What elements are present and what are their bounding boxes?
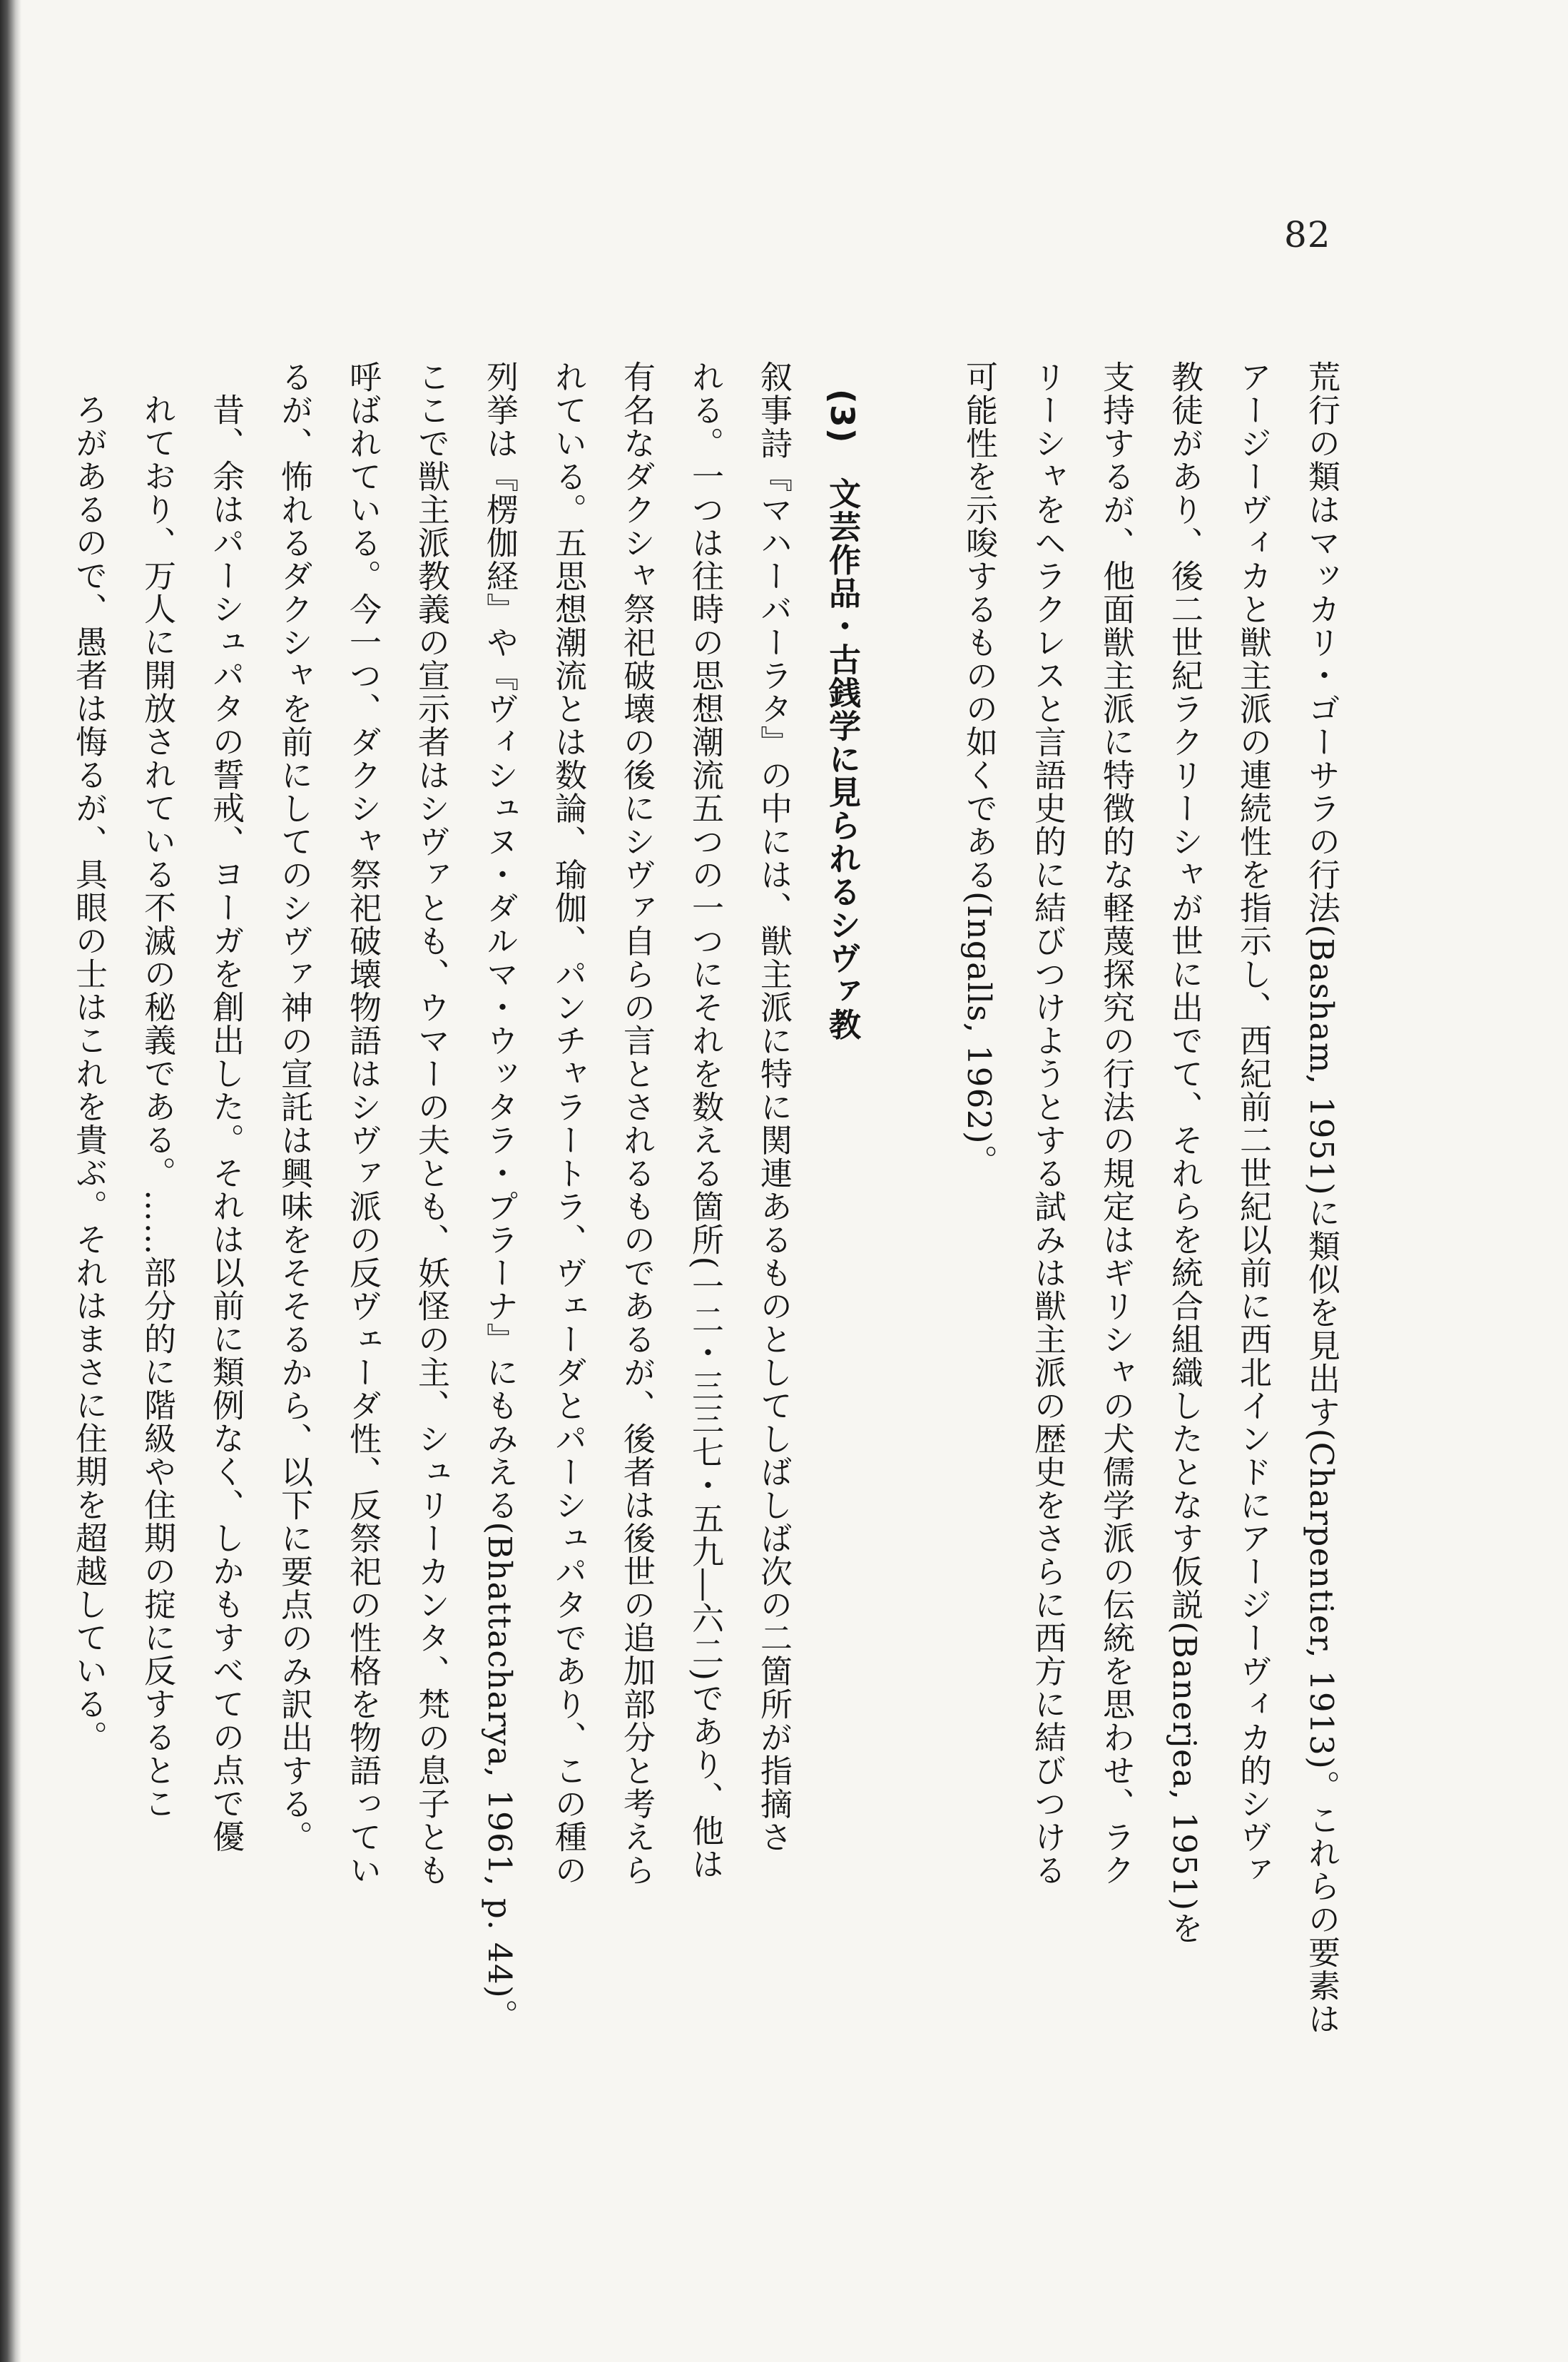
- text-line: リーシャをヘラクレスと言語史的に結びつけようとする試みは獣主派の歴史をさらに西方に結びつける: [1029, 360, 1066, 1887]
- text-line: アージーヴィカと獣主派の連続性を指示し、西紀前二世紀以前に西北インドにアージーヴィカ的シヴァ: [1234, 360, 1272, 1887]
- text-line: 支持するが、他面獣主派に特徴的な軽蔑探究の行法の規定はギリシャの犬儒学派の伝統を思わせ、ラク: [1097, 360, 1135, 1887]
- text-line: 教徒があり、後二世紀ラクリーシャが世に出でて、それらを統合組織したとなす仮説(Banerjea, 1951)を: [1166, 360, 1203, 1945]
- page-binding-shadow: [0, 0, 21, 2362]
- text-line: 呼ばれている。今一つ、ダクシャ祭祀破壊物語はシヴァ派の反ヴェーダ性、反祭祀の性格を物語ってい: [344, 360, 382, 1887]
- quote-line: ろがあるので、愚者は悔るが、具眼の士はこれを貴ぶ。それはまさに住期を超越している。: [70, 393, 108, 1754]
- blank-line: [876, 360, 945, 2330]
- text-line: 有名なダクシャ祭祀破壊の後にシヴァ自らの言とされるものであるが、後者は後世の追加部分と考えら: [618, 360, 656, 1887]
- vertical-text-block: [70, 360, 1355, 2330]
- text-line: 列挙は『楞伽経』や『ヴィシュヌ・ダルマ・ウッタラ・プラーナ』にもみえる(Bhattacharya, 1961, p. 44)。: [481, 360, 519, 2032]
- section-heading: (3) 文芸作品・古銭学に見られるシヴァ教: [823, 389, 861, 1041]
- text-line: れる。一つは往時の思想潮流五つの一つにそれを数える箇所(一二・三三七・五九―六二)であり、他は: [686, 360, 724, 1881]
- text-line: るが、怖れるダクシャを前にしてのシヴァ神の宣託は興味をそそるから、以下に要点のみ訳出する。: [275, 360, 313, 1854]
- text-line: れている。五思想潮流とは数論、瑜伽、パンチャラートラ、ヴェーダとパーシュパタであり、この種の: [549, 360, 587, 1887]
- text-line: 叙事詩『マハーバーラタ』の中には、獣主派に特に関連あるものとしてしばしば次の二箇所が指摘さ: [755, 360, 793, 1854]
- text-line: 可能性を示唆するものの如くである(Ingalls, 1962)。: [960, 360, 998, 1178]
- quote-line: 昔、余はパーシュパタの誓戒、ヨーガを創出した。それは以前に類例なく、しかもすべての点で優: [207, 393, 245, 1853]
- text-line: ここで獣主派教義の宣示者はシヴァとも、ウマーの夫とも、妖怪の主、シュリーカンタ、梵の息子とも: [412, 360, 450, 1887]
- quote-line: れており、万人に開放されている不滅の秘義である。……部分的に階級や住期の掟に反するとこ: [138, 393, 176, 1820]
- text-line: 荒行の類はマッカリ・ゴーサラの行法(Basham, 1951)に類似を見出す(Charpentier, 1913)。これらの要素は: [1303, 360, 1340, 2036]
- page-number: 82: [1284, 214, 1331, 255]
